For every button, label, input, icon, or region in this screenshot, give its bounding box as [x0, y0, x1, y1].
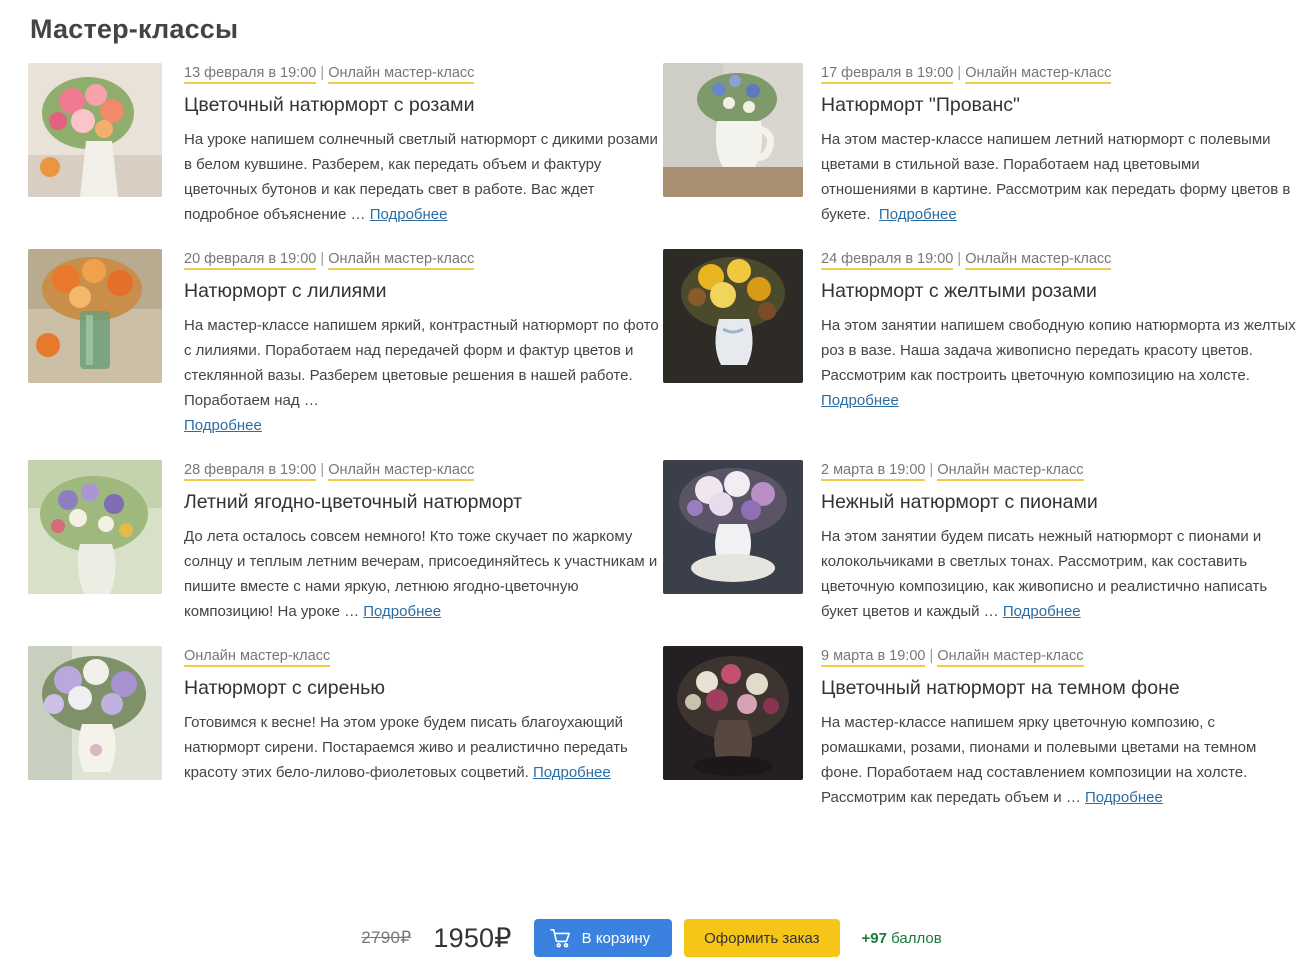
more-link[interactable]: Подробнее — [369, 206, 448, 223]
masterclass-card[interactable] — [28, 646, 659, 832]
card-meta — [184, 646, 330, 666]
card-description — [821, 127, 1299, 227]
masterclass-card[interactable] — [28, 460, 659, 646]
card-date: 9 марта в 19:00 — [821, 648, 925, 667]
masterclass-card[interactable] — [659, 249, 1299, 460]
card-body — [803, 63, 1299, 227]
card-date: 2 марта в 19:00 — [821, 462, 925, 481]
card-date: 13 февраля в 19:00 — [184, 65, 316, 84]
bonus-label: баллов — [891, 929, 942, 947]
card-type: Онлайн мастер-класс — [328, 65, 474, 84]
card-description — [184, 313, 659, 438]
card-body — [162, 460, 659, 624]
more-link[interactable]: Подробнее — [1085, 789, 1163, 806]
masterclass-card[interactable] — [659, 646, 1299, 832]
checkout-label: Оформить заказ — [704, 929, 820, 947]
card-meta — [821, 460, 1084, 480]
more-link[interactable]: Подробнее — [532, 764, 611, 781]
add-to-cart-button[interactable] — [534, 919, 672, 957]
card-description — [184, 524, 659, 624]
card-body — [162, 249, 659, 438]
card-meta — [821, 646, 1084, 666]
card-meta — [184, 63, 474, 83]
orange-lilies-glass-vase-thumbnail[interactable] — [28, 249, 162, 383]
card-description — [821, 524, 1299, 624]
card-title[interactable]: Натюрморт "Прованс" — [821, 94, 1020, 116]
old-price: 2790₽ — [361, 928, 412, 947]
card-description-text: Готовимся к весне! На этом уроке будем писать благоухающий натюрморт сирени. Постараемся живо и реалистично передать красоту этих бело-лилово-фиолетовых соцветий. — [184, 714, 628, 781]
card-body — [162, 646, 659, 785]
card-body — [803, 646, 1299, 810]
meta-separator: | — [320, 65, 325, 81]
more-link[interactable]: Подробнее — [184, 417, 262, 434]
meta-separator: | — [320, 462, 325, 478]
more-link[interactable]: Подробнее — [821, 392, 899, 409]
card-date: 17 февраля в 19:00 — [821, 65, 953, 84]
card-type: Онлайн мастер-класс — [937, 462, 1083, 481]
card-body — [803, 249, 1299, 413]
card-description-text: На этом занятии напишем свободную копию натюрморта из желтых роз в вазе. Наша задача живописно передать красоту цветов. Рассмотрим как построить цветочную композицию на холсте. — [821, 317, 1296, 384]
card-title[interactable]: Натюрморт с желтыми розами — [821, 280, 1097, 302]
card-title[interactable]: Натюрморт с сиренью — [184, 677, 385, 699]
masterclass-card[interactable] — [28, 63, 659, 249]
card-type: Онлайн мастер-класс — [328, 251, 474, 270]
card-description — [821, 710, 1299, 810]
card-description-text: На этом мастер-классе напишем летний натюрморт с полевыми цветами в стильной вазе. Поработаем над цветовыми отношениями в картине. Рассмотрим как передать форму цветов в букете. — [821, 131, 1291, 223]
bonus-points — [862, 930, 942, 947]
masterclass-page — [0, 14, 1303, 977]
yellow-roses-porcelain-vase-thumbnail[interactable] — [663, 249, 803, 383]
card-description-text: На мастер-классе напишем ярку цветочную композию, с ромашками, розами, пионами и полевыми цветами на темном фоне. Поработаем над составлением композиции на холсте. Рассмотрим как передать объем и … — [821, 714, 1257, 806]
meta-separator: | — [929, 648, 934, 664]
card-title[interactable]: Натюрморт с лилиями — [184, 280, 387, 302]
card-type: Онлайн мастер-класс — [965, 65, 1111, 84]
card-description-text: На уроке напишем солнечный светлый натюрморт с дикими розами в белом кувшине. Разберем, как передать объем и фактуру цветочных бутонов и как передать свет в работе. Вас ждет подробное объяснение … — [184, 131, 658, 223]
masterclass-card[interactable] — [659, 460, 1299, 646]
card-description — [184, 710, 659, 785]
card-title[interactable]: Цветочный натюрморт на темном фоне — [821, 677, 1180, 699]
cart-icon — [550, 928, 572, 948]
card-description-text: На мастер-классе напишем яркий, контрастный натюрморт по фото с лилиями. Поработаем над передачей форм и фактур цветов и стеклянной вазы. Разберем цветовые решения в нашей работе. Поработаем над … — [184, 317, 659, 409]
card-body — [803, 460, 1299, 624]
card-meta — [821, 63, 1111, 83]
card-type: Онлайн мастер-класс — [965, 251, 1111, 270]
card-meta — [184, 249, 474, 269]
card-date: 24 февраля в 19:00 — [821, 251, 953, 270]
page-title: Мастер-классы — [30, 14, 239, 44]
meta-separator: | — [929, 462, 934, 478]
more-link[interactable]: Подробнее — [363, 603, 442, 620]
card-description — [184, 127, 659, 227]
card-title[interactable]: Цветочный натюрморт с розами — [184, 94, 475, 116]
more-link[interactable]: Подробнее — [878, 206, 957, 223]
card-title[interactable]: Нежный натюрморт с пионами — [821, 491, 1098, 513]
meta-separator: | — [957, 251, 962, 267]
meta-separator: | — [320, 251, 325, 267]
masterclass-card[interactable] — [659, 63, 1299, 249]
card-meta — [821, 249, 1111, 269]
card-description-text: На этом занятии будем писать нежный натюрморт с пионами и колокольчиками в светлых тонах. Рассмотрим, как составить цветочную композицию, как живописно и реалистично написать букет цветов и каждый … — [821, 528, 1268, 620]
purchase-bar — [0, 899, 1303, 977]
card-type: Онлайн мастер-класс — [328, 462, 474, 481]
masterclass-grid — [0, 63, 1303, 832]
card-type: Онлайн мастер-класс — [184, 648, 330, 667]
lilac-bouquet-thumbnail[interactable] — [28, 646, 162, 780]
card-date: 20 февраля в 19:00 — [184, 251, 316, 270]
summer-berry-flowers-thumbnail[interactable] — [28, 460, 162, 594]
card-description — [821, 313, 1299, 413]
card-title[interactable]: Летний ягодно-цветочный натюрморт — [184, 491, 523, 513]
masterclass-card[interactable] — [28, 249, 659, 460]
add-to-cart-label: В корзину — [581, 929, 651, 947]
white-jug-field-flowers-thumbnail[interactable] — [663, 63, 803, 197]
current-price: 1950₽ — [433, 922, 512, 953]
card-body — [162, 63, 659, 227]
meta-separator: | — [957, 65, 962, 81]
pink-roses-bouquet-thumbnail[interactable] — [28, 63, 162, 197]
dark-background-floral-thumbnail[interactable] — [663, 646, 803, 780]
bonus-value: +97 — [861, 929, 887, 947]
card-meta — [184, 460, 474, 480]
card-description-text: До лета осталось совсем немного! Кто тоже скучает по жаркому солнцу и теплым летним вечерам, присоединяйтесь к участникам и пишите вместе с нами яркую, летнюю ягодно-цветочную композицию! На уроке … — [184, 528, 658, 620]
checkout-button[interactable] — [684, 919, 839, 957]
card-type: Онлайн мастер-класс — [937, 648, 1083, 667]
card-date: 28 февраля в 19:00 — [184, 462, 316, 481]
more-link[interactable]: Подробнее — [1002, 603, 1081, 620]
peonies-bellflowers-thumbnail[interactable] — [663, 460, 803, 594]
